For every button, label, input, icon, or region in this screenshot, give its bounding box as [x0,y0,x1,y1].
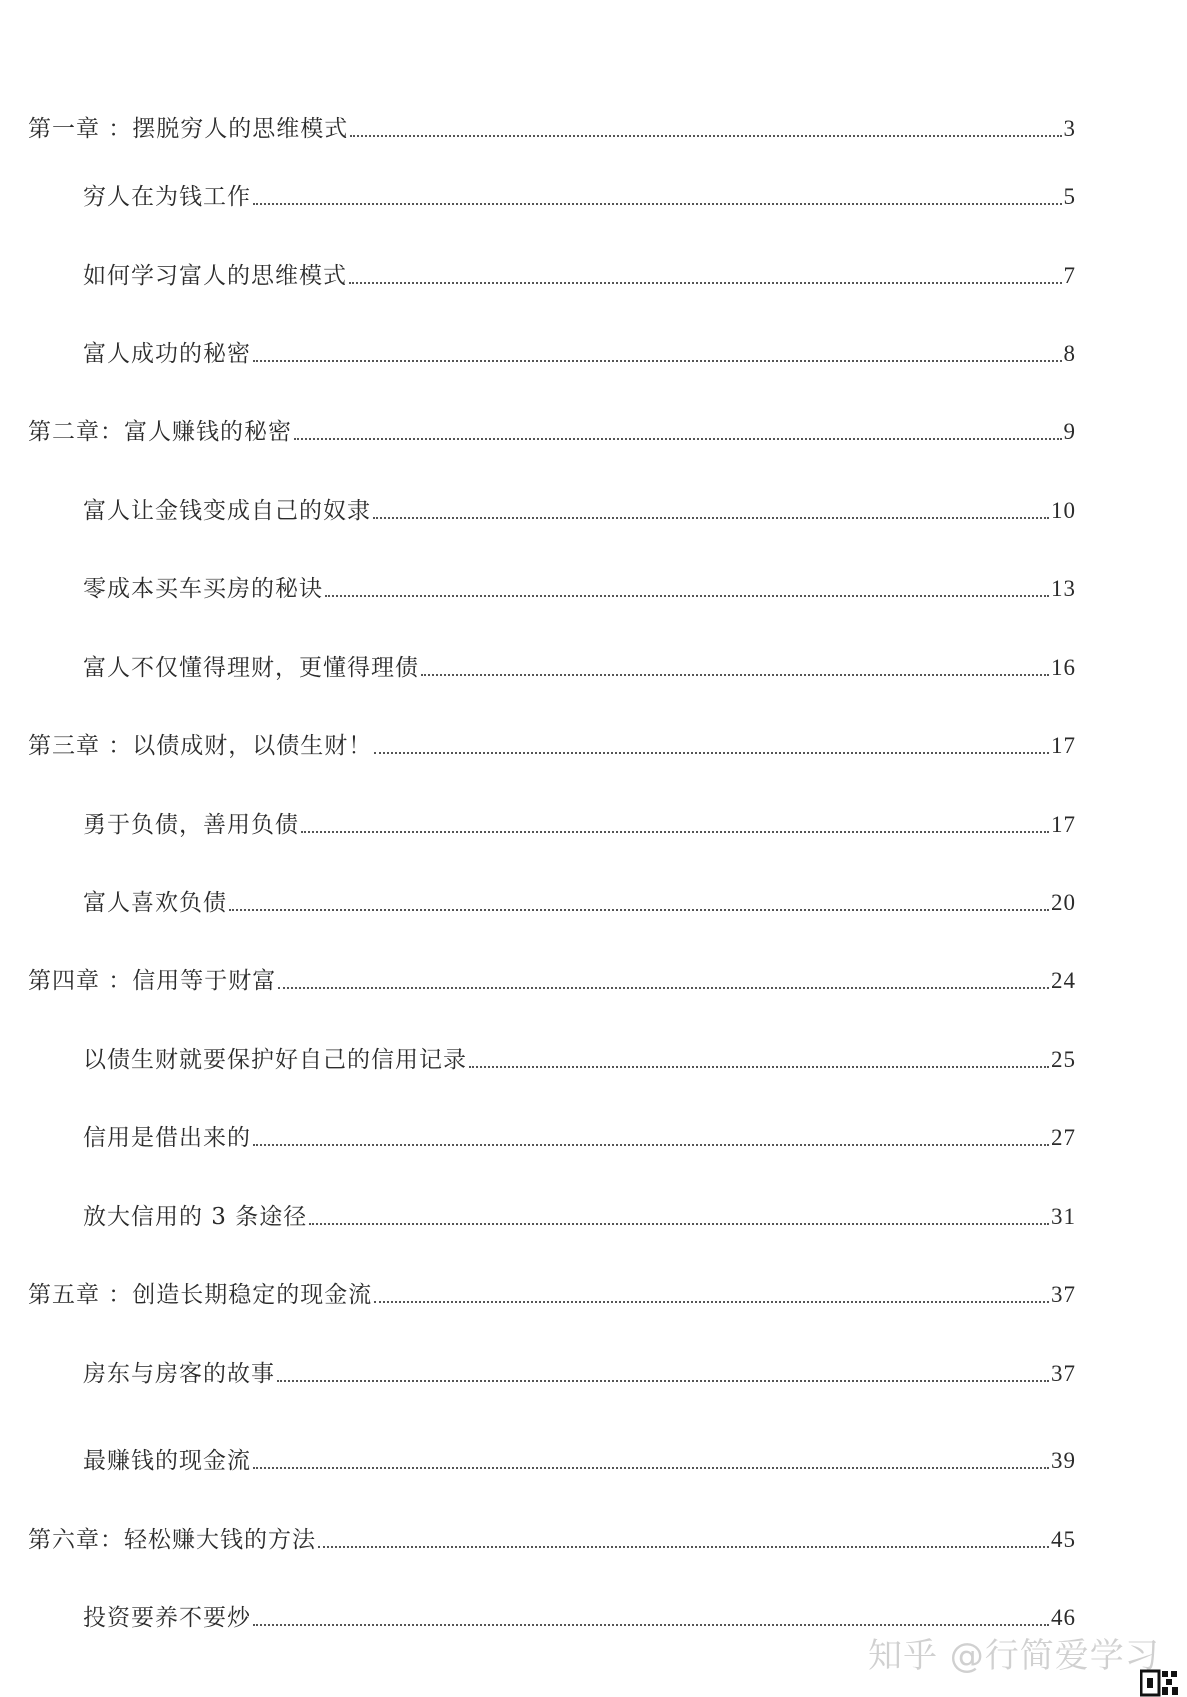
toc-entry-title: 第四章 ：信用等于财富 [28,968,277,994]
toc-entry-page: 20 [1051,890,1076,915]
toc-entry-title: 如何学习富人的思维模式 [83,263,347,289]
toc-entry-title: 投资要养不要炒 [83,1605,251,1631]
toc-entry-title: 富人不仅懂得理财，更懂得理债 [83,655,419,681]
dot-leader [309,1222,1049,1225]
toc-entry-page: 13 [1051,576,1076,601]
toc-entry-section[interactable] [83,178,1076,212]
toc-entry-chapter-2[interactable] [28,413,1076,447]
toc-entry-title: 信用是借出来的 [83,1125,251,1151]
dot-leader [350,134,1061,137]
toc-entry-title: 勇于负债，善用负债 [83,812,299,838]
dot-leader [294,437,1062,440]
toc-entry-page: 46 [1051,1605,1076,1630]
toc-entry-title: 以债生财就要保护好自己的信用记录 [83,1047,467,1073]
toc-entry-page: 27 [1051,1125,1076,1150]
dot-leader [373,516,1049,519]
qr-code-icon [1140,1668,1180,1697]
toc-entry-page: 8 [1063,341,1076,366]
dot-leader [253,1466,1049,1469]
toc-entry-page: 37 [1051,1282,1076,1307]
dot-leader [277,1379,1049,1382]
dot-leader [421,673,1049,676]
zhihu-watermark: 知乎 @行简爱学习 [868,1636,1160,1676]
dot-leader [253,1143,1049,1146]
toc-entry-page: 39 [1051,1448,1076,1473]
toc-entry-title: 富人成功的秘密 [83,341,251,367]
toc-entry-page: 7 [1063,263,1076,288]
toc-entry-title: 第二章：富人赚钱的秘密 [28,419,292,445]
toc-entry-title: 富人让金钱变成自己的奴隶 [83,498,371,524]
toc-entry-section[interactable] [83,649,1076,683]
toc-entry-page: 16 [1051,655,1076,680]
toc-entry-chapter-4[interactable] [28,962,1076,996]
toc-entry-page: 45 [1051,1527,1076,1552]
toc-entry-chapter-3[interactable] [28,727,1076,761]
toc-entry-section[interactable] [83,492,1076,526]
dot-leader [349,281,1062,284]
toc-entry-page: 25 [1051,1047,1076,1072]
dot-leader [253,1623,1049,1626]
toc-entry-chapter-5[interactable] [28,1276,1076,1310]
toc-entry-page: 37 [1051,1361,1076,1386]
toc-entry-title: 穷人在为钱工作 [83,184,251,210]
toc-entry-section[interactable] [83,884,1076,918]
toc-entry-title: 最赚钱的现金流 [83,1448,251,1474]
toc-entry-page: 5 [1063,184,1076,209]
toc-entry-section[interactable] [83,806,1076,840]
toc-entry-page: 24 [1051,968,1076,993]
toc-entry-page: 9 [1063,419,1076,444]
dot-leader [301,830,1049,833]
toc-entry-chapter-6[interactable] [28,1521,1076,1555]
dot-leader [229,908,1049,911]
toc-entry-page: 31 [1051,1204,1076,1229]
toc-entry-section[interactable] [83,335,1076,369]
toc-entry-title: 零成本买车买房的秘诀 [83,576,323,602]
toc-entry-section[interactable] [83,1442,1076,1476]
toc-entry-chapter-1[interactable] [28,110,1076,144]
toc-entry-section[interactable] [83,1198,1076,1232]
toc-entry-section[interactable] [83,1119,1076,1153]
toc-entry-title: 第六章：轻松赚大钱的方法 [28,1527,316,1553]
toc-entry-page: 10 [1051,498,1076,523]
toc-entry-section[interactable] [83,257,1076,291]
toc-entry-title: 第五章 ：创造长期稳定的现金流 [28,1282,373,1308]
dot-leader [469,1065,1049,1068]
dot-leader [325,594,1049,597]
dot-leader [278,986,1049,989]
toc-entry-section[interactable] [83,570,1076,604]
dot-leader [318,1545,1049,1548]
toc-entry-title: 放大信用的 3 条途径 [83,1204,308,1230]
toc-entry-page: 17 [1051,812,1076,837]
dot-leader [374,1300,1049,1303]
toc-entry-title: 第三章 ：以债成财，以债生财！ [28,733,373,759]
toc-entry-title: 富人喜欢负债 [83,890,227,916]
toc-entry-title: 房东与房客的故事 [83,1361,275,1387]
toc-entry-page: 17 [1051,733,1076,758]
toc-entry-section[interactable] [83,1041,1076,1075]
toc-entry-page: 3 [1063,116,1076,141]
toc-entry-section[interactable] [83,1355,1076,1389]
toc-entry-title: 第一章 ：摆脱穷人的思维模式 [28,116,349,142]
dot-leader [374,751,1049,754]
dot-leader [253,359,1062,362]
dot-leader [253,202,1062,205]
